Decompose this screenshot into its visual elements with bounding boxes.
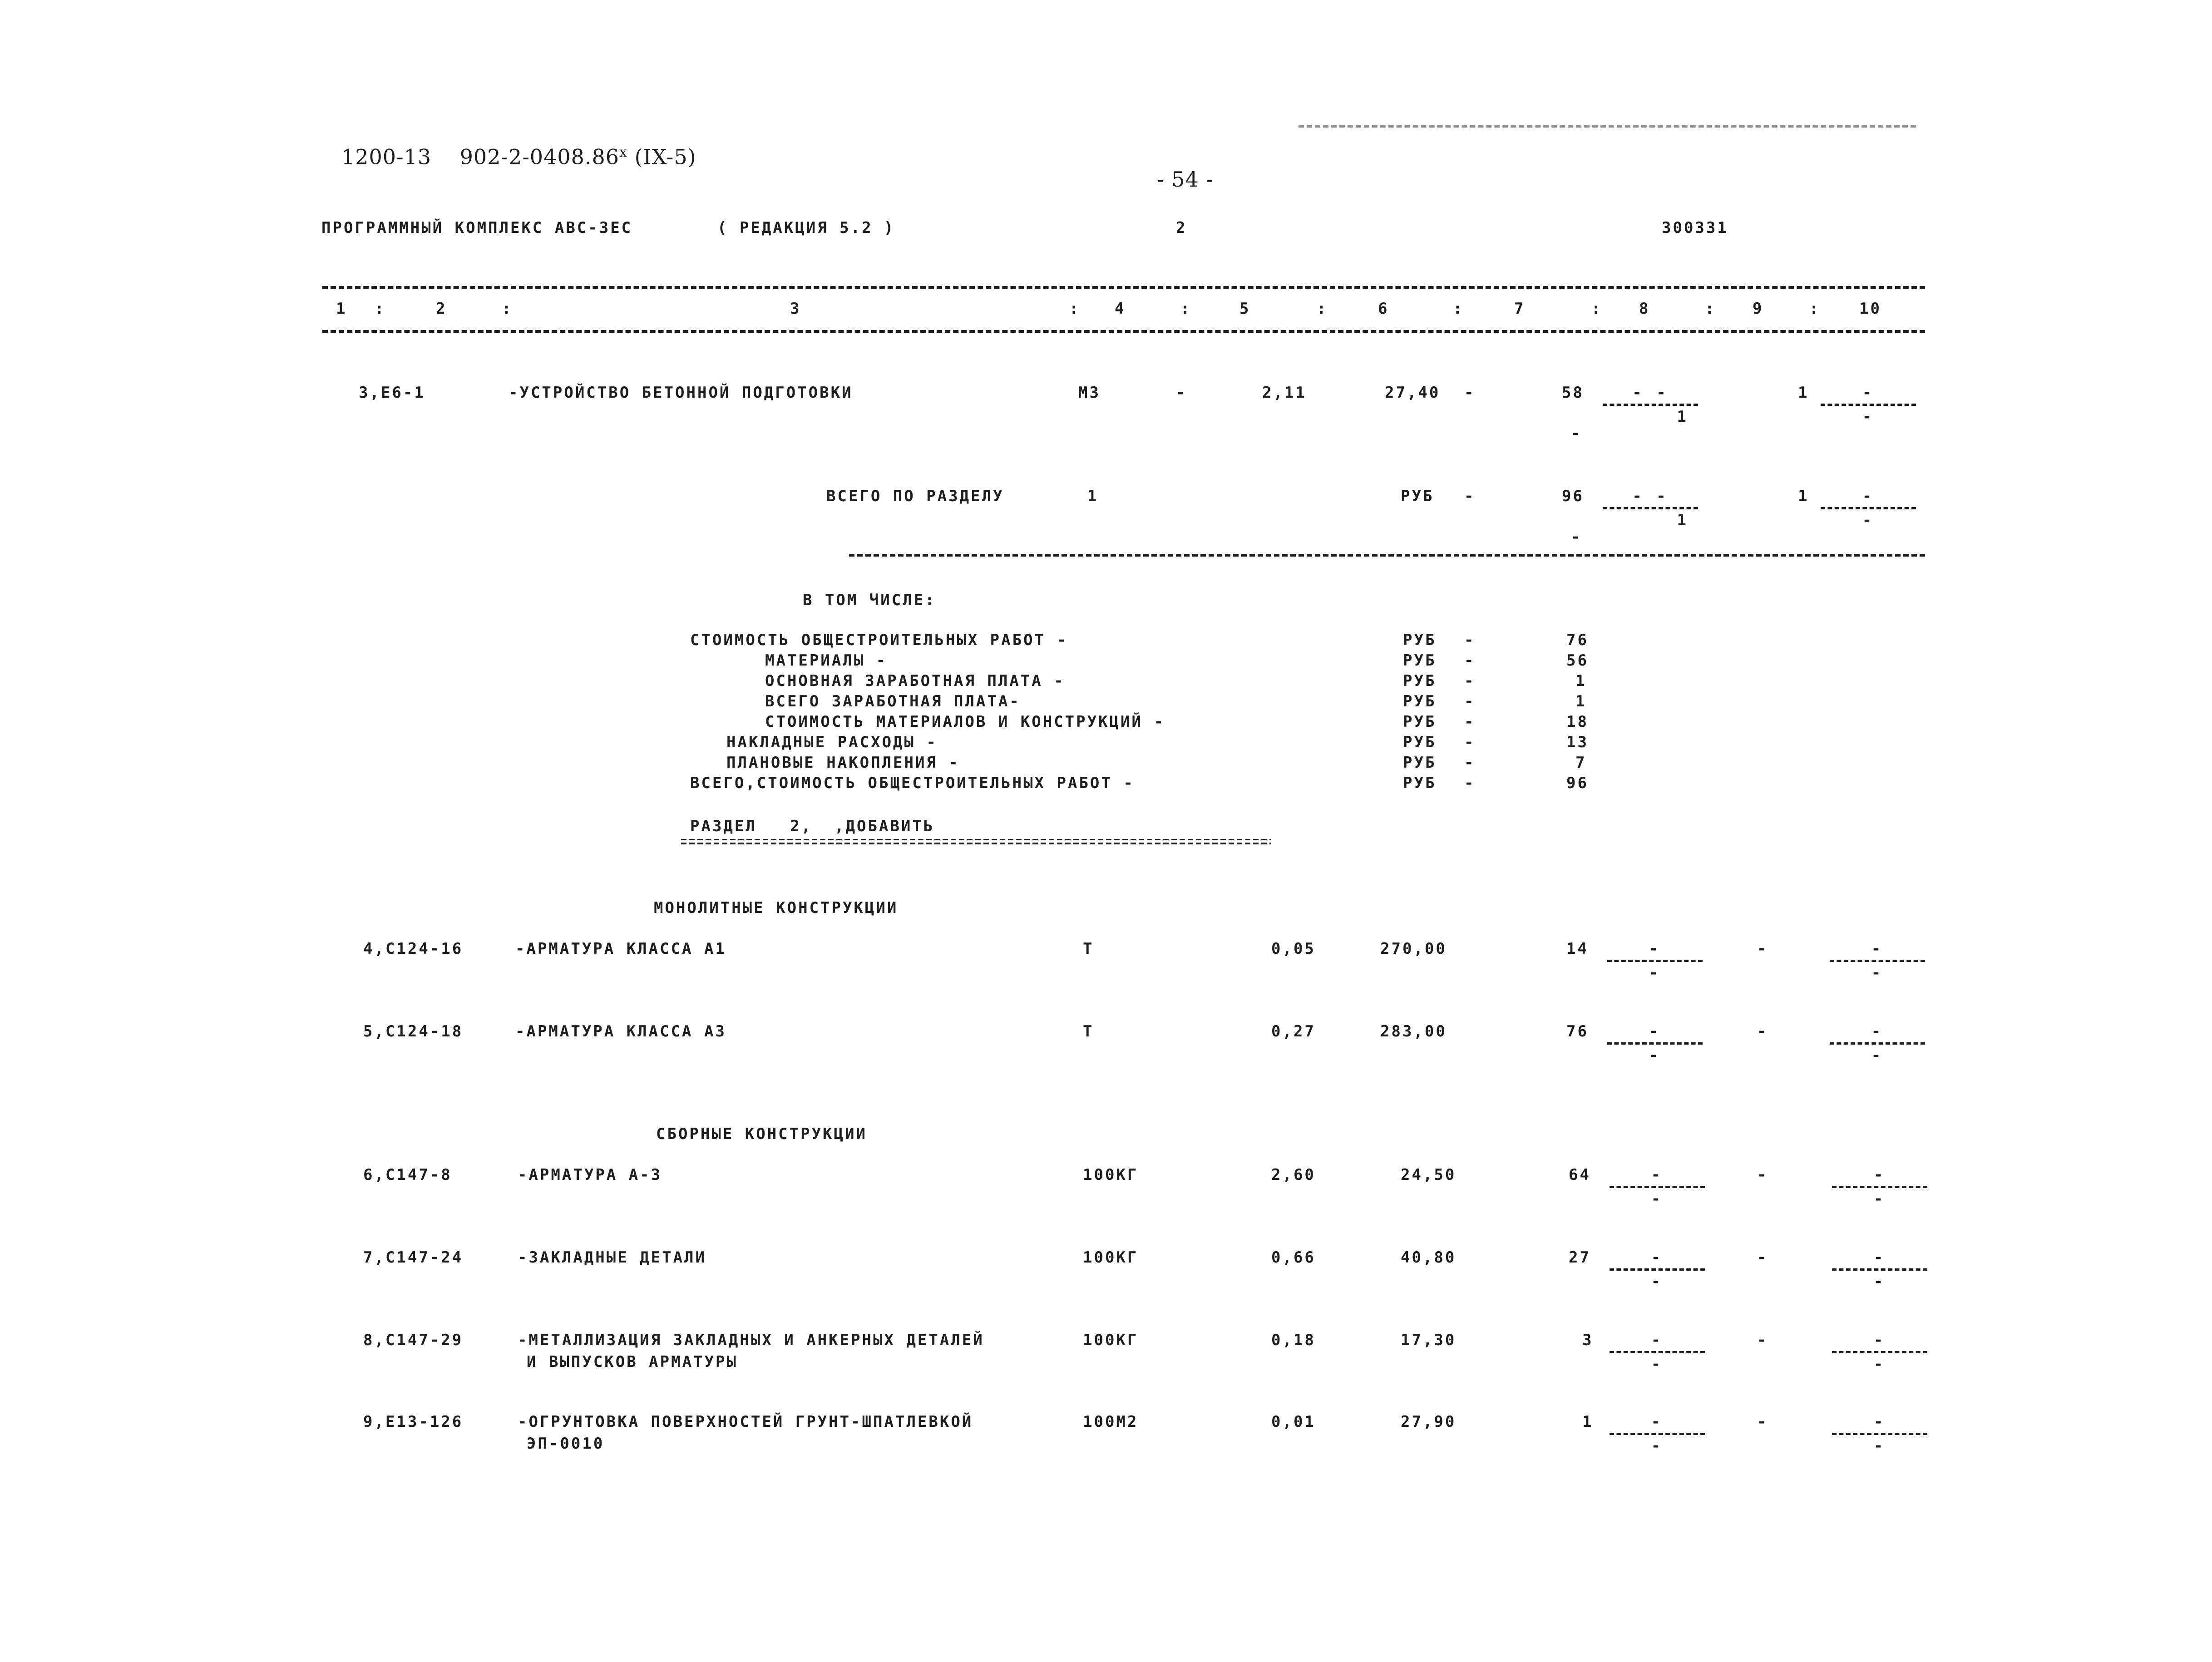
breakdown-dash: - [1464, 672, 1476, 690]
breakdown-value: 96 [1566, 774, 1589, 792]
page-number: - 54 - [1157, 167, 1214, 192]
frac-line [1830, 960, 1925, 962]
item-qty: 0,01 [1271, 1413, 1316, 1431]
item-code: 9,Е13-126 [363, 1413, 464, 1431]
breakdown-label: ОСНОВНАЯ ЗАРАБОТНАЯ ПЛАТА - [765, 672, 1065, 690]
col-sep: : [1705, 300, 1716, 318]
frac-top: - [1873, 1248, 1886, 1267]
breakdown-unit: РУБ [1403, 733, 1437, 751]
breakdown-dash: - [1464, 733, 1476, 751]
breakdown-unit: РУБ [1403, 631, 1437, 649]
item-col10-fraction [1830, 1022, 1925, 1066]
frac-top: - - [1632, 487, 1669, 505]
frac-top: - [1871, 940, 1884, 958]
breakdown-dash: - [1464, 754, 1476, 772]
breakdown-label: МАТЕРИАЛЫ - [765, 651, 888, 670]
frac-top: - - [1632, 384, 1669, 402]
item-code: 4,С124-16 [363, 940, 464, 958]
frac-line [1832, 1433, 1927, 1435]
stamp-part: (IX-5) [634, 144, 696, 169]
item-total: 14 [1566, 940, 1589, 958]
frac-line [1610, 1186, 1705, 1188]
item-col10-fraction [1832, 1331, 1927, 1375]
frac-bottom: - [1871, 1046, 1884, 1065]
item-price: 27,40 [1385, 384, 1441, 402]
breakdown-label: ВСЕГО,СТОИМОСТЬ ОБЩЕСТРОИТЕЛЬНЫХ РАБОТ - [690, 774, 1135, 792]
item-col9: - [1757, 940, 1768, 958]
item-name: -ЗАКЛАДНЫЕ ДЕТАЛИ [518, 1248, 706, 1267]
frac-line [1832, 1268, 1927, 1271]
frac-line [1610, 1268, 1705, 1271]
col-sep: : [1180, 300, 1192, 318]
item-price: 270,00 [1380, 940, 1447, 958]
frac-bottom: 1 [1677, 511, 1689, 529]
item-col9: - [1757, 1166, 1768, 1184]
item-total: 58 [1562, 384, 1584, 402]
item-name-cont: И ВЫПУСКОВ АРМАТУРЫ [527, 1353, 738, 1371]
item-dash: - [1464, 384, 1476, 402]
item-name: -МЕТАЛЛИЗАЦИЯ ЗАКЛАДНЫХ И АНКЕРНЫХ ДЕТАЛЕЙ [518, 1331, 984, 1349]
item-unit: 100КГ [1083, 1166, 1139, 1184]
item-col8-fraction [1607, 1022, 1703, 1066]
col-sep: : [1317, 300, 1328, 318]
total-c7-bottom: - [1571, 528, 1582, 546]
col-7: 7 [1514, 300, 1526, 318]
breakdown-label: СТОИМОСТЬ ОБЩЕСТРОИТЕЛЬНЫХ РАБОТ - [690, 631, 1068, 649]
item-price: 283,00 [1380, 1022, 1447, 1041]
total-col9: 1 [1798, 487, 1809, 505]
item-total: 76 [1566, 1022, 1589, 1041]
column-header-row [0, 300, 2212, 322]
col-4: 4 [1115, 300, 1126, 318]
frac-top: - [1873, 1166, 1886, 1184]
item-col9: 1 [1798, 384, 1809, 402]
item-qty: 0,05 [1271, 940, 1316, 958]
item-unit: Т [1083, 940, 1094, 958]
program-sheet-no: 2 [1176, 219, 1187, 237]
item-name-cont: ЭП-0010 [527, 1435, 605, 1453]
breakdown-unit: РУБ [1403, 672, 1437, 690]
item-total: 27 [1569, 1248, 1591, 1267]
item-qty: 2,60 [1271, 1166, 1316, 1184]
breakdown-unit: РУБ [1403, 754, 1437, 772]
header-rule-top [322, 286, 1925, 289]
breakdown-value: 13 [1566, 733, 1589, 751]
frac-line [1821, 404, 1916, 406]
item-unit: 100КГ [1083, 1248, 1139, 1267]
item-col8-fraction [1603, 384, 1698, 428]
including-title: В ТОМ ЧИСЛЕ: [803, 591, 936, 609]
col-3: 3 [790, 300, 801, 318]
col-sep: : [375, 300, 386, 318]
top-right-dash-marks [1299, 125, 1916, 128]
total-dash: - [1464, 487, 1476, 505]
total-col10-fraction [1821, 487, 1916, 531]
item-qty: 0,27 [1271, 1022, 1316, 1041]
frac-bottom: - [1651, 1437, 1664, 1455]
item-col9: - [1757, 1331, 1768, 1349]
frac-top: - [1862, 384, 1875, 402]
stamp-sheet: 1200-13 [341, 144, 432, 169]
frac-bottom: - [1873, 1437, 1886, 1455]
frac-top: - [1651, 1413, 1664, 1431]
item-qty: 0,66 [1271, 1248, 1316, 1267]
frac-top: - [1873, 1413, 1886, 1431]
item-col4: - [1176, 384, 1187, 402]
item-name: -ОГРУНТОВКА ПОВЕРХНОСТЕЙ ГРУНТ-ШПАТЛЕВКОЙ [518, 1413, 973, 1431]
col-8: 8 [1639, 300, 1650, 318]
item-col8-fraction [1610, 1248, 1705, 1292]
frac-top: - [1651, 1166, 1664, 1184]
item-total: 1 [1582, 1413, 1594, 1431]
item-col10-fraction [1832, 1248, 1927, 1292]
frac-top: - [1651, 1331, 1664, 1349]
item-col8-fraction [1610, 1166, 1705, 1210]
col-sep: : [1453, 300, 1464, 318]
breakdown-unit: РУБ [1403, 713, 1437, 731]
frac-bottom: - [1651, 1272, 1664, 1291]
item-name: -АРМАТУРА КЛАССА А1 [515, 940, 726, 958]
breakdown-dash: - [1464, 651, 1476, 670]
item-price: 27,90 [1401, 1413, 1457, 1431]
group-title: СБОРНЫЕ КОНСТРУКЦИИ [656, 1125, 867, 1143]
breakdown-value: 1 [1575, 672, 1587, 690]
item-col8-fraction [1610, 1331, 1705, 1375]
frac-bottom: - [1651, 1355, 1664, 1373]
item-name: -АРМАТУРА А-3 [518, 1166, 662, 1184]
section-heading: РАЗДЕЛ 2, ,ДОБАВИТЬ [690, 817, 935, 835]
breakdown-unit: РУБ [1403, 651, 1437, 670]
item-col10-fraction [1832, 1166, 1927, 1210]
col-sep: : [502, 300, 513, 318]
section-heading-double-rule [681, 839, 1271, 844]
item-col10-fraction [1821, 384, 1916, 428]
frac-bottom: - [1873, 1272, 1886, 1291]
col-6: 6 [1378, 300, 1389, 318]
breakdown-label: ВСЕГО ЗАРАБОТНАЯ ПЛАТА- [765, 692, 1021, 710]
frac-bottom: - [1649, 964, 1661, 982]
item-price: 24,50 [1401, 1166, 1457, 1184]
frac-top: - [1873, 1331, 1886, 1349]
breakdown-value: 76 [1566, 631, 1589, 649]
frac-line [1832, 1186, 1927, 1188]
item-qty: 2,11 [1262, 384, 1307, 402]
total-value: 96 [1562, 487, 1584, 505]
breakdown-label: ПЛАНОВЫЕ НАКОПЛЕНИЯ - [726, 754, 960, 772]
item-code: 7,С147-24 [363, 1248, 464, 1267]
item-name: -УСТРОЙСТВО БЕТОННОЙ ПОДГОТОВКИ [509, 384, 853, 402]
frac-line [1607, 1042, 1703, 1045]
item-total: 64 [1569, 1166, 1591, 1184]
item-total: 3 [1582, 1331, 1594, 1349]
item-col9: - [1757, 1248, 1768, 1267]
breakdown-label: СТОИМОСТЬ МАТЕРИАЛОВ И КОНСТРУКЦИЙ - [765, 713, 1165, 731]
item-code: 6,С147-8 [363, 1166, 452, 1184]
frac-top: - [1862, 487, 1875, 505]
breakdown-label: НАКЛАДНЫЕ РАСХОДЫ - [726, 733, 938, 751]
item-col8-fraction [1607, 940, 1703, 984]
total-label: ВСЕГО ПО РАЗДЕЛУ [826, 487, 1004, 505]
breakdown-dash: - [1464, 774, 1476, 792]
item-code: 3,Е6-1 [359, 384, 425, 402]
col-sep: : [1591, 300, 1603, 318]
breakdown-value: 56 [1566, 651, 1589, 670]
frac-top: - [1649, 1022, 1661, 1041]
item-col9: - [1757, 1022, 1768, 1041]
breakdown-value: 18 [1566, 713, 1589, 731]
item-col9: - [1757, 1413, 1768, 1431]
item-code: 5,С124-18 [363, 1022, 464, 1041]
item-price: 40,80 [1401, 1248, 1457, 1267]
header-rule-bottom [322, 330, 1925, 333]
breakdown-unit: РУБ [1403, 774, 1437, 792]
breakdown-unit: РУБ [1403, 692, 1437, 710]
group-title: МОНОЛИТНЫЕ КОНСТРУКЦИИ [654, 899, 899, 917]
frac-line [1610, 1351, 1705, 1353]
frac-bottom: - [1871, 964, 1884, 982]
col-10: 10 [1859, 300, 1881, 318]
breakdown-dash: - [1464, 713, 1476, 731]
item-col10-fraction [1830, 940, 1925, 984]
program-version: ( РЕДАКЦИЯ 5.2 ) [717, 219, 895, 237]
frac-line [1821, 507, 1916, 509]
frac-line [1603, 507, 1698, 509]
col-2: 2 [436, 300, 447, 318]
frac-top: - [1871, 1022, 1884, 1041]
drawing-stamp [341, 144, 696, 169]
item-unit: 100М2 [1083, 1413, 1139, 1431]
frac-bottom: 1 [1677, 408, 1689, 426]
item-col8-fraction [1610, 1413, 1705, 1457]
frac-bottom: - [1862, 511, 1875, 529]
item-code: 8,С147-29 [363, 1331, 464, 1349]
frac-line [1832, 1351, 1927, 1353]
frac-bottom: - [1873, 1190, 1886, 1208]
item-price: 17,30 [1401, 1331, 1457, 1349]
item-col10-fraction [1832, 1413, 1927, 1457]
breakdown-value: 7 [1575, 754, 1587, 772]
item-unit: 100КГ [1083, 1331, 1139, 1349]
item-unit: Т [1083, 1022, 1094, 1041]
stamp-project: 902-2-0408.86 [459, 144, 620, 169]
total-unit: РУБ [1401, 487, 1434, 505]
frac-line [1830, 1042, 1925, 1045]
frac-bottom: - [1649, 1046, 1661, 1065]
item-name: -АРМАТУРА КЛАССА А3 [515, 1022, 726, 1041]
item-unit: М3 [1078, 384, 1101, 402]
total-num: 1 [1087, 487, 1099, 505]
breakdown-dash: - [1464, 631, 1476, 649]
frac-line [1610, 1433, 1705, 1435]
program-name: ПРОГРАММНЫЙ КОМПЛЕКС АВС-3ЕС [321, 219, 633, 237]
col-9: 9 [1753, 300, 1764, 318]
col-1: 1 [336, 300, 347, 318]
frac-top: - [1651, 1248, 1664, 1267]
item-c7-bottom: - [1571, 424, 1582, 443]
total-col8-fraction [1603, 487, 1698, 531]
frac-bottom: - [1651, 1190, 1664, 1208]
frac-line [1603, 404, 1698, 406]
breakdown-dash: - [1464, 692, 1476, 710]
stamp-mark: х [619, 144, 627, 160]
item-qty: 0,18 [1271, 1331, 1316, 1349]
breakdown-value: 1 [1575, 692, 1587, 710]
col-sep: : [1069, 300, 1081, 318]
program-code: 300331 [1662, 219, 1728, 237]
frac-bottom: - [1873, 1355, 1886, 1373]
frac-line [1607, 960, 1703, 962]
col-5: 5 [1239, 300, 1251, 318]
section-total-rule [849, 554, 1925, 557]
frac-top: - [1649, 940, 1661, 958]
frac-bottom: - [1862, 408, 1875, 426]
col-sep: : [1809, 300, 1821, 318]
